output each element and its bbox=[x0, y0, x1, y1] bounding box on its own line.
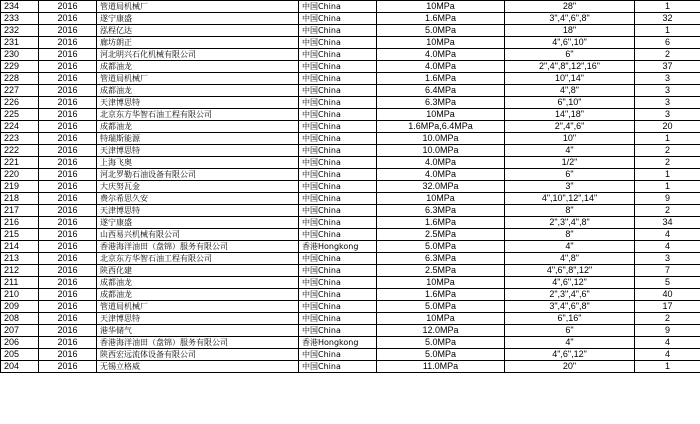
cell-pressure: 12.0MPa bbox=[377, 325, 505, 337]
cell-company: 成都油龙 bbox=[97, 85, 299, 97]
cell-origin: 中国China bbox=[299, 25, 377, 37]
table-row bbox=[1, 157, 700, 169]
cell-pressure: 6.3MPa bbox=[377, 253, 505, 265]
cell-size: 10",14" bbox=[505, 73, 635, 85]
cell-pressure: 5.0MPa bbox=[377, 349, 505, 361]
cell-year: 2016 bbox=[39, 193, 97, 205]
cell-year: 2016 bbox=[39, 277, 97, 289]
cell-company: 成都油龙 bbox=[97, 289, 299, 301]
cell-size: 6" bbox=[505, 169, 635, 181]
cell-quantity: 1 bbox=[635, 133, 700, 145]
cell-company: 大庆努瓦金 bbox=[97, 181, 299, 193]
cell-company: 香港海洋油田（盘锦）服务有限公司 bbox=[97, 241, 299, 253]
table-row bbox=[1, 169, 700, 181]
cell-number: 204 bbox=[1, 361, 39, 373]
cell-year: 2016 bbox=[39, 97, 97, 109]
cell-size: 2",3",4",6" bbox=[505, 289, 635, 301]
table-row bbox=[1, 1, 700, 13]
cell-pressure: 4.0MPa bbox=[377, 157, 505, 169]
cell-pressure: 10.0MPa bbox=[377, 145, 505, 157]
cell-origin: 中国China bbox=[299, 73, 377, 85]
cell-company: 山西易兴机械有限公司 bbox=[97, 229, 299, 241]
cell-pressure: 11.0MPa bbox=[377, 361, 505, 373]
cell-size: 4" bbox=[505, 241, 635, 253]
table-row bbox=[1, 61, 700, 73]
cell-number: 213 bbox=[1, 253, 39, 265]
cell-size: 2",4",8",12",16" bbox=[505, 61, 635, 73]
cell-size: 18" bbox=[505, 25, 635, 37]
cell-number: 228 bbox=[1, 73, 39, 85]
cell-origin: 中国China bbox=[299, 205, 377, 217]
cell-size: 1/2" bbox=[505, 157, 635, 169]
cell-quantity: 34 bbox=[635, 217, 700, 229]
cell-origin: 中国China bbox=[299, 265, 377, 277]
cell-number: 232 bbox=[1, 25, 39, 37]
cell-origin: 中国China bbox=[299, 229, 377, 241]
cell-company: 费尔希思久安 bbox=[97, 193, 299, 205]
cell-company: 成都油龙 bbox=[97, 121, 299, 133]
cell-company: 廊坊朗正 bbox=[97, 37, 299, 49]
cell-number: 225 bbox=[1, 109, 39, 121]
cell-company: 河北明兴石化机械有限公司 bbox=[97, 49, 299, 61]
cell-number: 216 bbox=[1, 217, 39, 229]
cell-origin: 中国China bbox=[299, 97, 377, 109]
table-row bbox=[1, 337, 700, 349]
cell-number: 214 bbox=[1, 241, 39, 253]
table-row bbox=[1, 85, 700, 97]
cell-year: 2016 bbox=[39, 25, 97, 37]
cell-year: 2016 bbox=[39, 265, 97, 277]
cell-origin: 中国China bbox=[299, 193, 377, 205]
table-row bbox=[1, 193, 700, 205]
cell-quantity: 17 bbox=[635, 301, 700, 313]
cell-company: 陕西化建 bbox=[97, 265, 299, 277]
cell-pressure: 10MPa bbox=[377, 193, 505, 205]
cell-origin: 中国China bbox=[299, 145, 377, 157]
cell-year: 2016 bbox=[39, 361, 97, 373]
cell-origin: 中国China bbox=[299, 361, 377, 373]
cell-year: 2016 bbox=[39, 301, 97, 313]
cell-number: 229 bbox=[1, 61, 39, 73]
table-row bbox=[1, 301, 700, 313]
cell-year: 2016 bbox=[39, 73, 97, 85]
cell-size: 10" bbox=[505, 133, 635, 145]
table-row bbox=[1, 49, 700, 61]
cell-origin: 中国China bbox=[299, 1, 377, 13]
cell-quantity: 2 bbox=[635, 49, 700, 61]
table-row bbox=[1, 73, 700, 85]
cell-year: 2016 bbox=[39, 349, 97, 361]
cell-origin: 中国China bbox=[299, 37, 377, 49]
cell-company: 天津博思特 bbox=[97, 97, 299, 109]
cell-quantity: 2 bbox=[635, 157, 700, 169]
table-row bbox=[1, 313, 700, 325]
cell-size: 20" bbox=[505, 361, 635, 373]
table-row bbox=[1, 361, 700, 373]
cell-year: 2016 bbox=[39, 181, 97, 193]
table-row bbox=[1, 289, 700, 301]
cell-pressure: 1.6MPa,6.4MPa bbox=[377, 121, 505, 133]
cell-size: 8" bbox=[505, 229, 635, 241]
cell-size: 4" bbox=[505, 337, 635, 349]
table-row bbox=[1, 181, 700, 193]
cell-size: 8" bbox=[505, 205, 635, 217]
cell-number: 222 bbox=[1, 145, 39, 157]
cell-company: 北京东方华智石油工程有限公司 bbox=[97, 253, 299, 265]
cell-quantity: 1 bbox=[635, 361, 700, 373]
cell-origin: 中国China bbox=[299, 289, 377, 301]
cell-number: 205 bbox=[1, 349, 39, 361]
cell-quantity: 40 bbox=[635, 289, 700, 301]
cell-quantity: 3 bbox=[635, 253, 700, 265]
table-row bbox=[1, 277, 700, 289]
table-row bbox=[1, 349, 700, 361]
cell-size: 4" bbox=[505, 145, 635, 157]
cell-company: 泓程亿达 bbox=[97, 25, 299, 37]
cell-pressure: 6.3MPa bbox=[377, 97, 505, 109]
cell-year: 2016 bbox=[39, 37, 97, 49]
cell-year: 2016 bbox=[39, 121, 97, 133]
cell-quantity: 1 bbox=[635, 181, 700, 193]
table-row bbox=[1, 265, 700, 277]
cell-quantity: 20 bbox=[635, 121, 700, 133]
cell-number: 212 bbox=[1, 265, 39, 277]
cell-quantity: 4 bbox=[635, 229, 700, 241]
cell-origin: 中国China bbox=[299, 169, 377, 181]
cell-year: 2016 bbox=[39, 109, 97, 121]
cell-quantity: 32 bbox=[635, 13, 700, 25]
cell-company: 无锡立格威 bbox=[97, 361, 299, 373]
cell-year: 2016 bbox=[39, 1, 97, 13]
cell-year: 2016 bbox=[39, 205, 97, 217]
cell-number: 227 bbox=[1, 85, 39, 97]
table-row bbox=[1, 13, 700, 25]
cell-number: 208 bbox=[1, 313, 39, 325]
cell-number: 218 bbox=[1, 193, 39, 205]
cell-origin: 中国China bbox=[299, 253, 377, 265]
cell-origin: 香港Hongkong bbox=[299, 337, 377, 349]
cell-quantity: 3 bbox=[635, 109, 700, 121]
table-row bbox=[1, 217, 700, 229]
table-row bbox=[1, 97, 700, 109]
cell-size: 4",8" bbox=[505, 253, 635, 265]
cell-number: 217 bbox=[1, 205, 39, 217]
cell-company: 特瑞斯能源 bbox=[97, 133, 299, 145]
cell-number: 215 bbox=[1, 229, 39, 241]
cell-quantity: 3 bbox=[635, 85, 700, 97]
cell-size: 4",6",12" bbox=[505, 349, 635, 361]
cell-number: 231 bbox=[1, 37, 39, 49]
cell-number: 233 bbox=[1, 13, 39, 25]
cell-pressure: 10MPa bbox=[377, 277, 505, 289]
cell-number: 223 bbox=[1, 133, 39, 145]
table-row bbox=[1, 325, 700, 337]
cell-company: 成都油龙 bbox=[97, 277, 299, 289]
cell-quantity: 3 bbox=[635, 73, 700, 85]
cell-quantity: 7 bbox=[635, 265, 700, 277]
cell-company: 北京东方华智石油工程有限公司 bbox=[97, 109, 299, 121]
cell-company: 遂宁康盛 bbox=[97, 13, 299, 25]
cell-origin: 中国China bbox=[299, 109, 377, 121]
cell-origin: 中国China bbox=[299, 217, 377, 229]
table-row bbox=[1, 241, 700, 253]
cell-number: 230 bbox=[1, 49, 39, 61]
cell-size: 6" bbox=[505, 49, 635, 61]
cell-size: 28" bbox=[505, 1, 635, 13]
table-body bbox=[1, 1, 700, 373]
cell-size: 6" bbox=[505, 325, 635, 337]
table-row bbox=[1, 133, 700, 145]
cell-quantity: 2 bbox=[635, 205, 700, 217]
cell-quantity: 9 bbox=[635, 325, 700, 337]
cell-quantity: 4 bbox=[635, 337, 700, 349]
cell-origin: 中国China bbox=[299, 277, 377, 289]
cell-pressure: 2.5MPa bbox=[377, 229, 505, 241]
table-row bbox=[1, 229, 700, 241]
table-row bbox=[1, 109, 700, 121]
cell-year: 2016 bbox=[39, 313, 97, 325]
cell-origin: 中国China bbox=[299, 85, 377, 97]
cell-quantity: 6 bbox=[635, 37, 700, 49]
cell-year: 2016 bbox=[39, 289, 97, 301]
cell-origin: 中国China bbox=[299, 61, 377, 73]
cell-year: 2016 bbox=[39, 325, 97, 337]
cell-size: 6",16" bbox=[505, 313, 635, 325]
cell-year: 2016 bbox=[39, 157, 97, 169]
cell-year: 2016 bbox=[39, 337, 97, 349]
cell-size: 3",4",6",8" bbox=[505, 301, 635, 313]
cell-size: 4",8" bbox=[505, 85, 635, 97]
cell-number: 224 bbox=[1, 121, 39, 133]
cell-pressure: 5.0MPa bbox=[377, 25, 505, 37]
cell-number: 221 bbox=[1, 157, 39, 169]
cell-year: 2016 bbox=[39, 13, 97, 25]
cell-year: 2016 bbox=[39, 145, 97, 157]
cell-company: 管道局机械厂 bbox=[97, 73, 299, 85]
cell-year: 2016 bbox=[39, 241, 97, 253]
cell-pressure: 2.5MPa bbox=[377, 265, 505, 277]
cell-number: 210 bbox=[1, 289, 39, 301]
cell-pressure: 4.0MPa bbox=[377, 61, 505, 73]
cell-company: 遂宁康盛 bbox=[97, 217, 299, 229]
cell-year: 2016 bbox=[39, 85, 97, 97]
cell-pressure: 6.3MPa bbox=[377, 205, 505, 217]
cell-pressure: 5.0MPa bbox=[377, 337, 505, 349]
cell-pressure: 4.0MPa bbox=[377, 169, 505, 181]
cell-pressure: 5.0MPa bbox=[377, 301, 505, 313]
table-row bbox=[1, 253, 700, 265]
cell-company: 香港海洋油田（盘锦）服务有限公司 bbox=[97, 337, 299, 349]
cell-pressure: 1.6MPa bbox=[377, 289, 505, 301]
cell-pressure: 10MPa bbox=[377, 109, 505, 121]
cell-origin: 中国China bbox=[299, 349, 377, 361]
cell-company: 管道局机械厂 bbox=[97, 1, 299, 13]
table-row bbox=[1, 25, 700, 37]
cell-year: 2016 bbox=[39, 49, 97, 61]
cell-company: 成都油龙 bbox=[97, 61, 299, 73]
cell-company: 天津博思特 bbox=[97, 145, 299, 157]
cell-size: 2",3",4",8" bbox=[505, 217, 635, 229]
cell-company: 天津博思特 bbox=[97, 313, 299, 325]
cell-pressure: 10MPa bbox=[377, 313, 505, 325]
cell-quantity: 4 bbox=[635, 349, 700, 361]
cell-origin: 中国China bbox=[299, 313, 377, 325]
cell-origin: 中国China bbox=[299, 157, 377, 169]
cell-company: 上海飞奥 bbox=[97, 157, 299, 169]
cell-company: 河北罗勒石油设备有限公司 bbox=[97, 169, 299, 181]
cell-pressure: 1.6MPa bbox=[377, 13, 505, 25]
cell-size: 14",18" bbox=[505, 109, 635, 121]
cell-year: 2016 bbox=[39, 133, 97, 145]
cell-quantity: 1 bbox=[635, 25, 700, 37]
cell-quantity: 1 bbox=[635, 169, 700, 181]
cell-origin: 中国China bbox=[299, 13, 377, 25]
cell-origin: 中国China bbox=[299, 49, 377, 61]
cell-company: 港华储气 bbox=[97, 325, 299, 337]
cell-year: 2016 bbox=[39, 253, 97, 265]
cell-quantity: 2 bbox=[635, 313, 700, 325]
cell-year: 2016 bbox=[39, 217, 97, 229]
cell-size: 2",4",6" bbox=[505, 121, 635, 133]
cell-number: 211 bbox=[1, 277, 39, 289]
cell-origin: 中国China bbox=[299, 133, 377, 145]
cell-year: 2016 bbox=[39, 229, 97, 241]
cell-pressure: 1.6MPa bbox=[377, 73, 505, 85]
table-row bbox=[1, 205, 700, 217]
cell-pressure: 10MPa bbox=[377, 37, 505, 49]
cell-number: 234 bbox=[1, 1, 39, 13]
table-row bbox=[1, 37, 700, 49]
cell-pressure: 5.0MPa bbox=[377, 241, 505, 253]
cell-number: 219 bbox=[1, 181, 39, 193]
cell-company: 陕西宏远流体设备有限公司 bbox=[97, 349, 299, 361]
cell-size: 4",10",12",14" bbox=[505, 193, 635, 205]
cell-quantity: 3 bbox=[635, 97, 700, 109]
cell-pressure: 10MPa bbox=[377, 1, 505, 13]
cell-quantity: 4 bbox=[635, 241, 700, 253]
cell-company: 天津博思特 bbox=[97, 205, 299, 217]
cell-quantity: 5 bbox=[635, 277, 700, 289]
cell-pressure: 6.4MPa bbox=[377, 85, 505, 97]
cell-number: 209 bbox=[1, 301, 39, 313]
cell-number: 207 bbox=[1, 325, 39, 337]
cell-number: 226 bbox=[1, 97, 39, 109]
cell-origin: 中国China bbox=[299, 181, 377, 193]
cell-year: 2016 bbox=[39, 169, 97, 181]
table-row bbox=[1, 121, 700, 133]
cell-origin: 中国China bbox=[299, 121, 377, 133]
cell-company: 管道局机械厂 bbox=[97, 301, 299, 313]
cell-size: 4",6",12" bbox=[505, 277, 635, 289]
cell-size: 4",6",8",12" bbox=[505, 265, 635, 277]
cell-quantity: 1 bbox=[635, 1, 700, 13]
cell-origin: 中国China bbox=[299, 301, 377, 313]
cell-pressure: 1.6MPa bbox=[377, 217, 505, 229]
cell-quantity: 2 bbox=[635, 145, 700, 157]
cell-origin: 香港Hongkong bbox=[299, 241, 377, 253]
cell-quantity: 37 bbox=[635, 61, 700, 73]
cell-number: 206 bbox=[1, 337, 39, 349]
cell-quantity: 9 bbox=[635, 193, 700, 205]
cell-pressure: 4.0MPa bbox=[377, 49, 505, 61]
cell-size: 4",6",10" bbox=[505, 37, 635, 49]
table-row bbox=[1, 145, 700, 157]
cell-size: 6",10" bbox=[505, 97, 635, 109]
cell-year: 2016 bbox=[39, 61, 97, 73]
cell-number: 220 bbox=[1, 169, 39, 181]
cell-pressure: 32.0MPa bbox=[377, 181, 505, 193]
cell-size: 3",4",6",8" bbox=[505, 13, 635, 25]
cell-size: 3" bbox=[505, 181, 635, 193]
cell-pressure: 10.0MPa bbox=[377, 133, 505, 145]
cell-origin: 中国China bbox=[299, 325, 377, 337]
